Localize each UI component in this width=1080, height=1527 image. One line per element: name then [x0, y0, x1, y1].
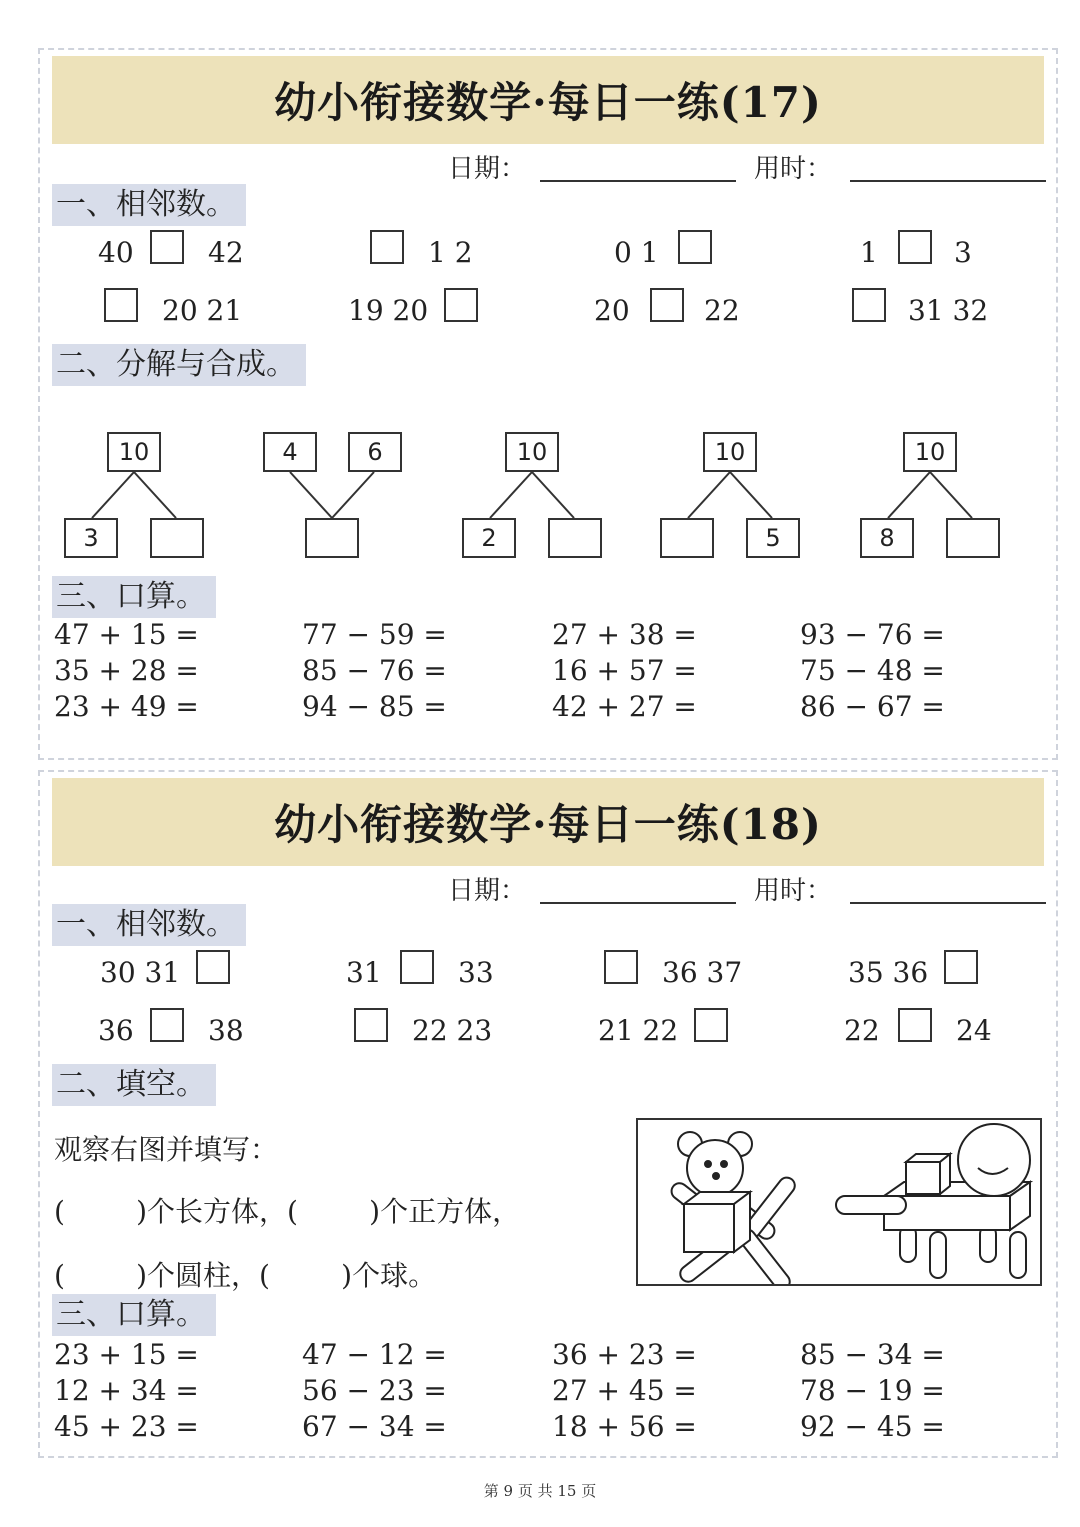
adjacent-right: 22 23 [412, 1014, 493, 1047]
tree-top-right-node: 6 [348, 432, 402, 472]
section-mental-arithmetic: 三、口算。 [52, 576, 216, 618]
arith-item: 36 + 23 = [552, 1338, 697, 1371]
arith-item: 85 − 34 = [800, 1338, 945, 1371]
arith-item: 16 + 57 = [552, 654, 697, 687]
tree-left-node: 3 [64, 518, 118, 558]
adjacent-right: 20 21 [162, 294, 243, 327]
tree-top-node: 10 [903, 432, 957, 472]
adjacent-left: 0 1 [614, 236, 659, 269]
section-mental-arithmetic: 三、口算。 [52, 1294, 216, 1336]
worksheet-17 [38, 48, 1058, 760]
arith-item: 92 − 45 = [800, 1410, 945, 1443]
adjacent-right: 38 [208, 1014, 244, 1047]
worksheet-title: 幼小衔接数学·每日一练(18) [52, 778, 1044, 866]
adjacent-right: 36 37 [662, 956, 743, 989]
arith-item: 42 + 27 = [552, 690, 697, 723]
date-label: 日期： [448, 876, 527, 906]
shapes-illustration [638, 1120, 1040, 1284]
tree-left-node: 2 [462, 518, 516, 558]
adjacent-left: 40 [98, 236, 134, 269]
arith-item: 12 + 34 = [54, 1374, 199, 1407]
page-footer: 第 9 页 共 15 页 [483, 1482, 597, 1500]
arith-item: 45 + 23 = [54, 1410, 199, 1443]
adjacent-right: 1 2 [428, 236, 473, 269]
arith-item: 27 + 45 = [552, 1374, 697, 1407]
arith-item: 75 − 48 = [800, 654, 945, 687]
tree-answer-node[interactable] [305, 518, 359, 558]
answer-box[interactable] [694, 1008, 728, 1042]
arith-item: 67 − 34 = [302, 1410, 447, 1443]
tree-top-left-node: 4 [263, 432, 317, 472]
worksheet-18 [38, 770, 1058, 1458]
arith-item: 77 − 59 = [302, 618, 447, 651]
adjacent-right: 22 [704, 294, 740, 327]
answer-box[interactable] [196, 950, 230, 984]
answer-box[interactable] [604, 950, 638, 984]
adjacent-left: 30 31 [100, 956, 181, 989]
adjacent-left: 21 22 [598, 1014, 679, 1047]
tree-top-node: 10 [505, 432, 559, 472]
fill-line-1[interactable]: ( )个长方体，( )个正方体， [54, 1195, 521, 1228]
arith-item: 86 − 67 = [800, 690, 945, 723]
arith-item: 23 + 15 = [54, 1338, 199, 1371]
arith-item: 94 − 85 = [302, 690, 447, 723]
arith-item: 23 + 49 = [54, 690, 199, 723]
date-blank[interactable] [540, 902, 736, 904]
section-fill-blank: 二、填空。 [52, 1064, 216, 1106]
section-adjacent-numbers: 一、相邻数。 [52, 184, 246, 226]
answer-box[interactable] [898, 1008, 932, 1042]
adjacent-left: 31 [346, 956, 382, 989]
adjacent-left: 36 [98, 1014, 134, 1047]
tree-left-node: 8 [860, 518, 914, 558]
arith-item: 27 + 38 = [552, 618, 697, 651]
tree-answer-node[interactable] [660, 518, 714, 558]
adjacent-left: 22 [844, 1014, 880, 1047]
time-blank[interactable] [850, 902, 1046, 904]
tree-answer-node[interactable] [150, 518, 204, 558]
worksheet-title: 幼小衔接数学·每日一练(17) [52, 56, 1044, 144]
adjacent-left: 35 36 [848, 956, 929, 989]
time-label: 用时： [754, 876, 833, 906]
date-time-line [440, 868, 1044, 908]
section-decomposition: 二、分解与合成。 [52, 344, 306, 386]
fill-instruction: 观察右图并填写： [54, 1133, 279, 1166]
adjacent-right: 24 [956, 1014, 992, 1047]
tree-answer-node[interactable] [946, 518, 1000, 558]
fill-line-2[interactable]: ( )个圆柱，( )个球。 [54, 1259, 437, 1292]
tree-answer-node[interactable] [548, 518, 602, 558]
adjacent-left: 1 [860, 236, 878, 269]
answer-box[interactable] [354, 1008, 388, 1042]
arith-item: 93 − 76 = [800, 618, 945, 651]
arith-item: 78 − 19 = [800, 1374, 945, 1407]
shapes-picture [636, 1118, 1042, 1286]
tree-right-node: 5 [746, 518, 800, 558]
adjacent-left: 19 20 [348, 294, 429, 327]
time-label: 用时： [754, 154, 833, 184]
adjacent-right: 33 [458, 956, 494, 989]
date-label: 日期： [448, 154, 527, 184]
arith-item: 47 − 12 = [302, 1338, 447, 1371]
arith-item: 56 − 23 = [302, 1374, 447, 1407]
adjacent-right: 3 [954, 236, 972, 269]
adjacent-right: 31 32 [908, 294, 989, 327]
answer-box[interactable] [150, 1008, 184, 1042]
tree-top-node: 10 [107, 432, 161, 472]
adjacent-right: 42 [208, 236, 244, 269]
arith-item: 47 + 15 = [54, 618, 199, 651]
tree-top-node: 10 [703, 432, 757, 472]
arith-item: 18 + 56 = [552, 1410, 697, 1443]
section-adjacent-numbers: 一、相邻数。 [52, 904, 246, 946]
arith-item: 35 + 28 = [54, 654, 199, 687]
adjacent-left: 20 [594, 294, 630, 327]
answer-box[interactable] [400, 950, 434, 984]
arith-item: 85 − 76 = [302, 654, 447, 687]
answer-box[interactable] [944, 950, 978, 984]
